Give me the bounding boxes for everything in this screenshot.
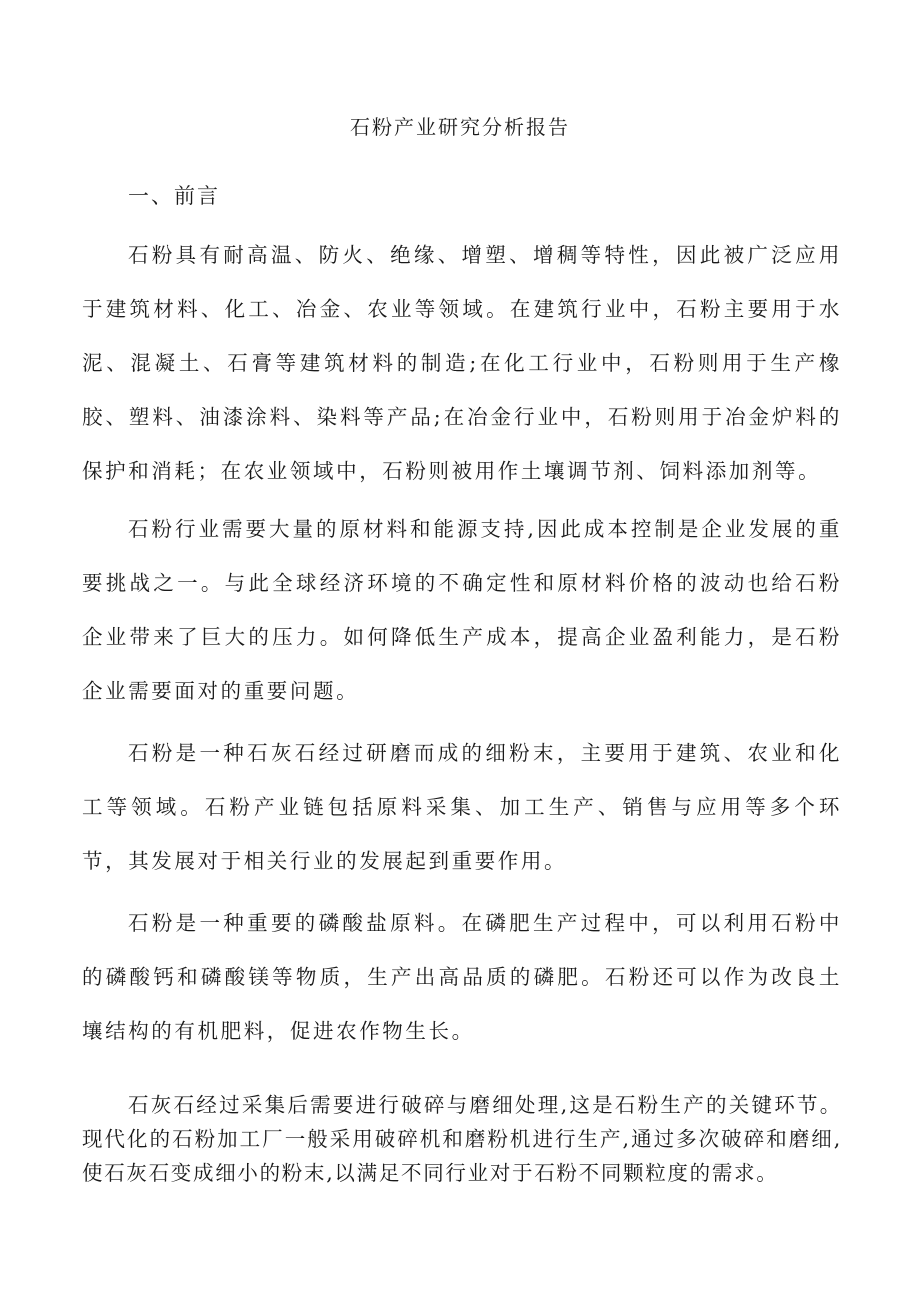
paragraph-1: 石粉具有耐高温、防火、绝缘、增塑、增稠等特性，因此被广泛应用于建筑材料、化工、冶金、农业等领域。在建筑行业中，石粉主要用于水泥、混凝土、石膏等建筑材料的制造;在化工行业中，石粉则用于生产橡胶、塑料、油漆涂料、染料等产品;在冶金行业中，石粉则用于冶金炉料的保护和消耗；在农业领域中，石粉则被用作土壤调节剂、饲料添加剂等。 bbox=[82, 243, 842, 483]
paragraph-2: 石粉行业需要大量的原材料和能源支持,因此成本控制是企业发展的重要挑战之一。与此全球经济环境的不确定性和原材料价格的波动也给石粉企业带来了巨大的压力。如何降低生产成本，提高企业盈利能力，是石粉企业需要面对的重要问题。 bbox=[82, 517, 842, 703]
paragraph-5: 石灰石经过采集后需要进行破碎与磨细处理,这是石粉生产的关键环节。现代化的石粉加工厂一般采用破碎机和磨粉机进行生产,通过多次破碎和磨细,使石灰石变成细小的粉末,以满足不同行业对于石粉不同颗粒度的需求。 bbox=[82, 1093, 842, 1185]
paragraph-4: 石粉是一种重要的磷酸盐原料。在磷肥生产过程中，可以利用石粉中的磷酸钙和磷酸镁等物质，生产出高品质的磷肥。石粉还可以作为改良土壤结构的有机肥料，促进农作物生长。 bbox=[82, 911, 842, 1043]
document-title: 石粉产业研究分析报告 bbox=[350, 115, 570, 139]
paragraph-3: 石粉是一种石灰石经过研磨而成的细粉末，主要用于建筑、农业和化工等领域。石粉产业链包括原料采集、加工生产、销售与应用等多个环节，其发展对于相关行业的发展起到重要作用。 bbox=[82, 741, 842, 873]
section-heading-preface: 一、前言 bbox=[128, 184, 220, 208]
